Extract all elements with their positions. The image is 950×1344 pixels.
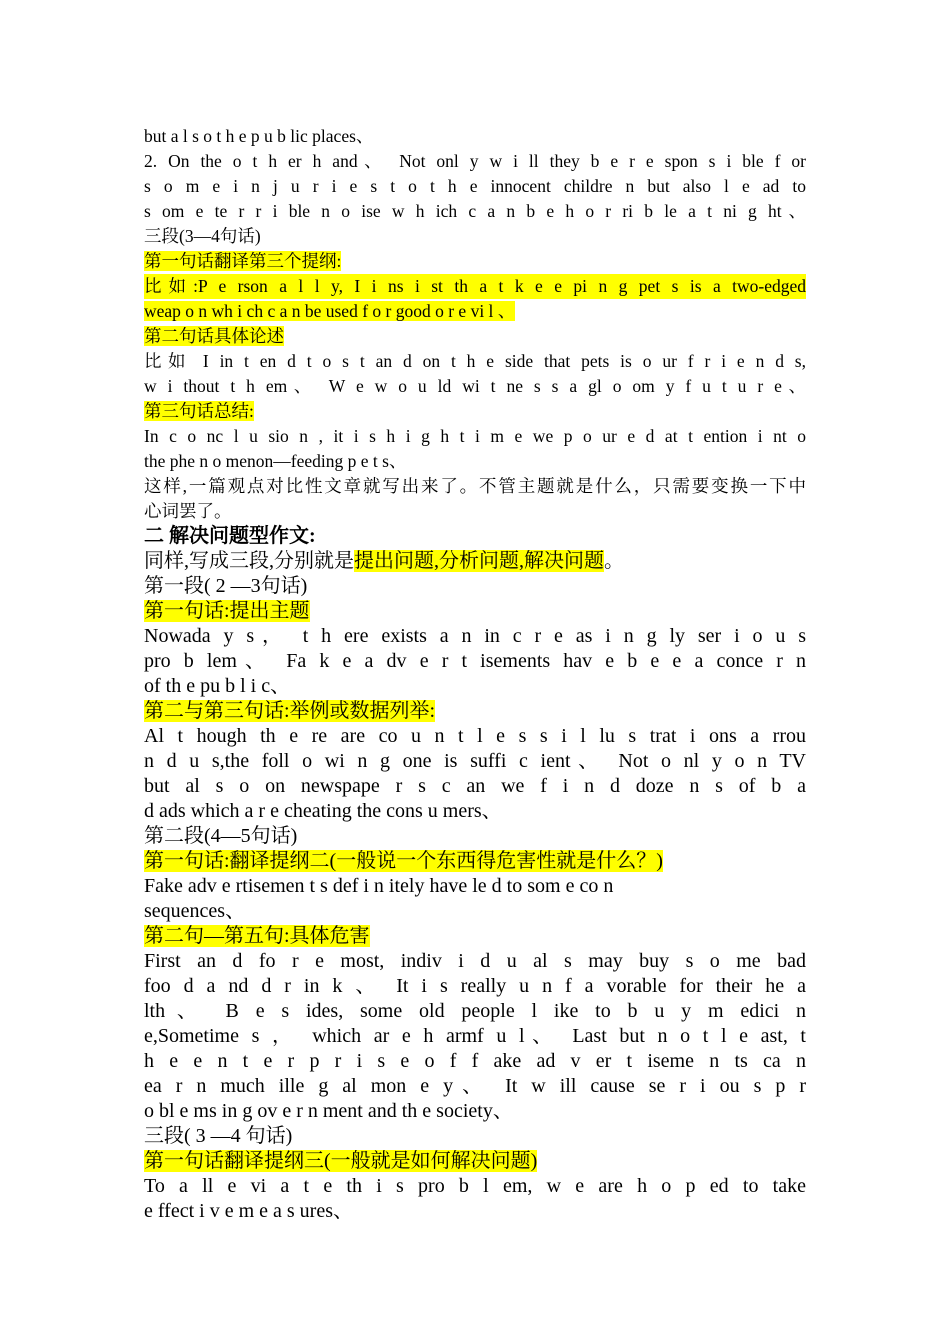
text-line: Fake adv e rtisemen t s def i n itely have le d to som e co n [144, 875, 614, 897]
text-line: s o m e i n j u r i e s t o t h e innocent childre n but also l e ad to [144, 176, 806, 196]
intro-highlight: 提出问题,分析问题,解决问题 [354, 550, 604, 572]
text-line: e ffect i v e m e a s ures、 [144, 1200, 353, 1222]
paragraph-heading: 第一段( 2 —3句话) [144, 575, 308, 597]
text-line: of th e pu b l i c、 [144, 675, 291, 697]
highlighted-instruction: 第三句话总结: [144, 401, 254, 421]
text-line: the phe n o menon—feeding p e t s、 [144, 451, 407, 471]
text-line: but al s o on newspape r s c an we f i n d doze n s of b a [144, 775, 806, 797]
section-heading: 二 解决问题型作文: [144, 525, 316, 547]
paragraph-heading: 第二段(4—5句话) [144, 825, 298, 847]
section-problem-solution-essay [144, 524, 806, 1224]
highlighted-example: weap o n wh i ch c a n be used f o r good o r e vi l 、 [144, 301, 516, 321]
text-line: Nowada y s， t h ere exists a n in c r e as i n g ly ser i o u s [144, 625, 806, 647]
text-line: h e e n t e r p r i s e o f f ake ad v er t iseme n ts ca n [144, 1050, 806, 1072]
highlighted-instruction: 第二与第三句话:举例或数据列举: [144, 700, 436, 722]
highlighted-instruction: 第二句话具体论述 [144, 326, 284, 346]
text-line: s om e te r r i ble n o ise w h ich c a n b e h o r ri b le a t ni g ht、 [144, 201, 806, 221]
text-line: In c o nc l u sio n , it i s h i g h t i m e we p o ur e d at t ention i nt o [144, 426, 806, 446]
text-line: n d u s,the foll o wi n g one is suffi c ient、 Not o nl y o n TV [144, 750, 806, 772]
text-line: d ads which a r e cheating the cons u mers、 [144, 800, 502, 822]
text-line: 比如 I in t en d t o s t an d on t h e side that pets is o ur f r i e n d s, [144, 351, 806, 371]
text-line: 这样,一篇观点对比性文章就写出来了。不管主题就是什么，只需要变换一下中 [144, 476, 806, 496]
text-line: sequences、 [144, 900, 246, 922]
intro-prefix: 同样,写成三段,分别就是 [144, 550, 354, 572]
text-line: 心词罢了。 [144, 501, 232, 521]
highlighted-instruction: 第一句话:提出主题 [144, 600, 310, 622]
section-opinion-essay-end [144, 124, 806, 524]
text-line: Al t hough th e re are co u n t l e s s i l lu s trat i ons a rrou [144, 725, 806, 747]
highlighted-instruction: 第一句话:翻译提纲二(一般说一个东西得危害性就是什么？) [144, 850, 663, 872]
document-page [144, 124, 806, 1224]
text-line: o bl e ms in g ov e r n ment and th e society、 [144, 1100, 513, 1122]
text-line: 2. On the o t h er h and、 Not onl y w i ll they b e r e spon s i ble f or [144, 151, 806, 171]
highlighted-instruction: 第二句—第五句:具体危害 [144, 925, 370, 947]
intro-suffix: 。 [604, 550, 624, 572]
text-line: w i thout t h em、 W e w o u ld wi t ne s s a gl o om y f u t u r e、 [144, 376, 806, 396]
text-line: but a l s o t h e p u b lic places、 [144, 126, 374, 146]
text-line: ea r n much ille g al mon e y、 It w ill cause se r i ou s p r [144, 1075, 806, 1097]
paragraph-heading: 三段(3—4句话) [144, 226, 261, 246]
text-line: First an d fo r e most, indiv i d u al s may buy s o me bad [144, 950, 806, 972]
highlighted-example: 比如:P e rson a l l y, I i ns i st th a t k e e pi n g pet s is a two-edged [144, 274, 806, 299]
paragraph-heading: 三段( 3 —4 句话) [144, 1125, 293, 1147]
intro-line [144, 549, 806, 574]
text-line: pro b lem、 Fa k e a dv e r t isements hav e b e e a conce r n [144, 650, 806, 672]
text-line: e,Sometime s ， which ar e h armf u l、 Last but n o t l e ast, t [144, 1025, 806, 1047]
text-line: lth、 B e s ides, some old people l ike to b u y m edici n [144, 1000, 806, 1022]
text-line: foo d a nd d r in k 、 It i s really u n f a vorable for their he a [144, 975, 806, 997]
highlighted-instruction: 第一句话翻译提纲三(一般就是如何解决问题) [144, 1150, 538, 1172]
highlighted-instruction: 第一句话翻译第三个提纲: [144, 251, 342, 271]
text-line: To a ll e vi a t e th i s pro b l em, w e are h o p ed to take [144, 1175, 806, 1197]
